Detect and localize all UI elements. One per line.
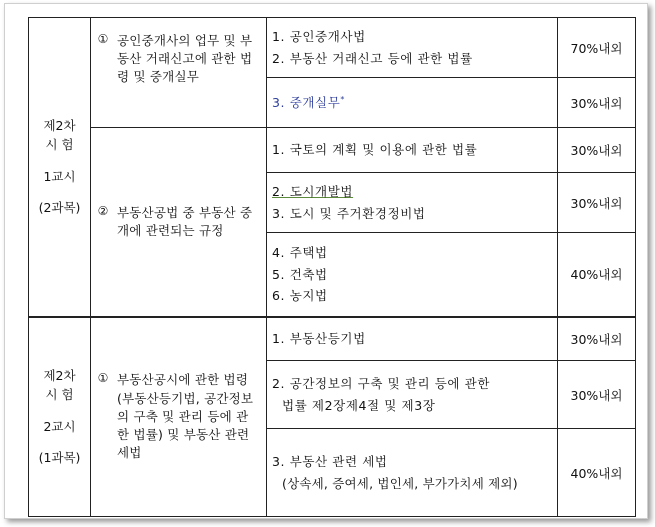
ratio-cell: 40%내외 [558,429,636,517]
subject-number: ① [97,32,109,46]
exam-subject-count: (1과목) [38,450,81,466]
subject-title: 부동산공시에 관한 법령(부동산등기법, 공간정보의 구축 및 관리 등에 관한 법률) 및 부동산 관련 세법 [117,372,254,460]
law-list-cell [267,361,558,429]
law-item: 5. 건축법 [272,266,328,282]
law-item: 1. 국토의 계획 및 이용에 관한 법률 [272,142,478,158]
ratio-cell: 70%내외 [558,18,636,78]
law-item: 3. 도시 및 주거환경정비법 [272,205,426,221]
table-row [29,18,636,78]
law-item: 6. 농지법 [272,287,328,303]
subject-cell [91,18,267,128]
subject-cell [91,128,267,317]
exam-session-cell [29,18,91,317]
subject-cell [91,317,267,517]
law-item: 4. 주택법 [272,245,328,261]
ratio-cell: 40%내외 [558,233,636,317]
law-list-cell [267,78,558,128]
law-item: 1. 부동산등기법 [272,331,366,347]
table-row [29,317,636,361]
ratio-cell: 30%내외 [558,361,636,429]
law-list-cell [267,429,558,517]
law-item: 2. 도시개발법 [272,184,354,200]
law-list-cell [267,128,558,173]
law-list-cell [267,173,558,233]
law-item: 법률 제2장제4절 및 제3장 [282,397,436,413]
law-item: 2. 공간정보의 구축 및 관리 등에 관한 [272,376,491,392]
subject-number: ② [97,203,109,218]
subject-title: 부동산공법 중 부동산 중개에 관련되는 규정 [117,204,253,238]
subject-title: 공인중개사의 업무 및 부동산 거래신고에 관한 법령 및 중개실무 [117,33,253,85]
table-row [29,128,636,173]
exam-stage: 제2차 [43,368,76,383]
exam-session: 1교시 [43,168,76,184]
exam-label: 시 험 [45,387,74,403]
ratio-cell: 30%내외 [558,317,636,361]
law-item: 3. 부동산 관련 세법 [272,454,388,470]
law-item: 1. 공인중개사법 [272,29,366,45]
ratio-cell: 30%내외 [558,128,636,173]
exam-label: 시 험 [45,137,74,153]
exam-stage: 제2차 [43,118,76,133]
exam-subjects-table [28,17,636,517]
law-list-cell [267,18,558,78]
law-item: 2. 부동산 거래신고 등에 관한 법률 [272,50,473,66]
law-list-cell [267,317,558,361]
exam-session: 2교시 [43,418,76,434]
ratio-cell: 30%내외 [558,173,636,233]
law-list-cell [267,233,558,317]
exam-session-cell [29,317,91,517]
exam-subject-count: (2과목) [38,200,81,216]
law-item: 3. 중개실무* [272,94,346,110]
subject-number: ① [97,371,109,386]
law-item: (상속세, 증여세, 법인세, 부가가치세 제외) [282,475,518,491]
ratio-cell: 30%내외 [558,78,636,128]
